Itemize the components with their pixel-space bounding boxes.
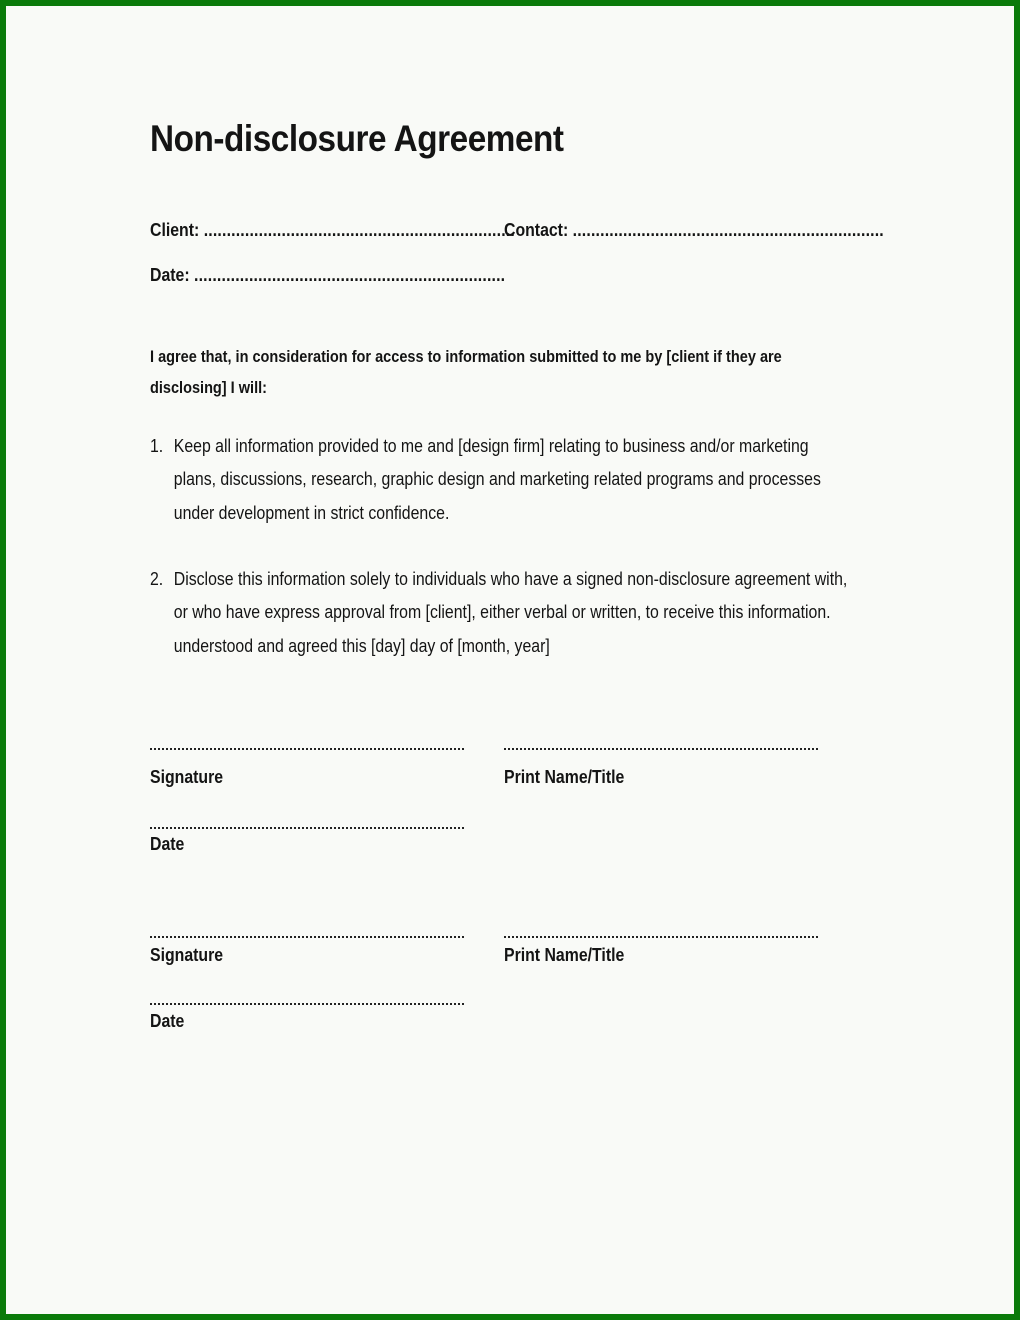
client-field xyxy=(150,220,515,241)
signature-label: Signature xyxy=(150,945,224,965)
list-item-text: Keep all information provided to me and [design firm] relating to business and/or marketing plans, discussions, research, graphic design and marketing related programs and processes under development in strict confidence. xyxy=(173,436,821,523)
date-line xyxy=(150,1003,464,1005)
client-label: Client: xyxy=(150,220,200,240)
print-name-label: Print Name/Title xyxy=(504,945,625,965)
signature-label: Signature xyxy=(150,767,224,787)
signature-line xyxy=(150,936,464,938)
date-label: Date: xyxy=(150,265,190,285)
date-sign-label: Date xyxy=(150,1011,185,1031)
page-title: Non-disclosure Agreement xyxy=(150,118,564,159)
list-item-number: 2. xyxy=(150,569,164,589)
print-name-label: Print Name/Title xyxy=(504,767,625,787)
contact-dots: .................................................................... xyxy=(572,220,884,240)
intro-paragraph: I agree that, in consideration for access to information submitted to me by [client if they are disclosing] I will: xyxy=(150,348,782,397)
date-field xyxy=(150,265,505,286)
print-name-line xyxy=(504,936,818,938)
date-sign-label: Date xyxy=(150,834,185,854)
contact-field xyxy=(504,220,884,241)
list-item-text: Disclose this information solely to individuals who have a signed non-disclosure agreement with, or who have express approval from [client], either verbal or written, to receive this information. understood and agreed this [day] day of [month, year] xyxy=(173,569,848,656)
signature-line xyxy=(150,748,464,750)
date-line xyxy=(150,827,464,829)
list-item-number: 1. xyxy=(150,436,164,456)
client-dots: .................................................................... xyxy=(203,220,515,240)
list-item-1 xyxy=(150,430,854,530)
list-item-2 xyxy=(150,563,854,663)
contact-label: Contact: xyxy=(504,220,569,240)
print-name-line xyxy=(504,748,818,750)
date-dots: .................................................................... xyxy=(194,265,506,285)
document-page xyxy=(6,6,1014,1314)
